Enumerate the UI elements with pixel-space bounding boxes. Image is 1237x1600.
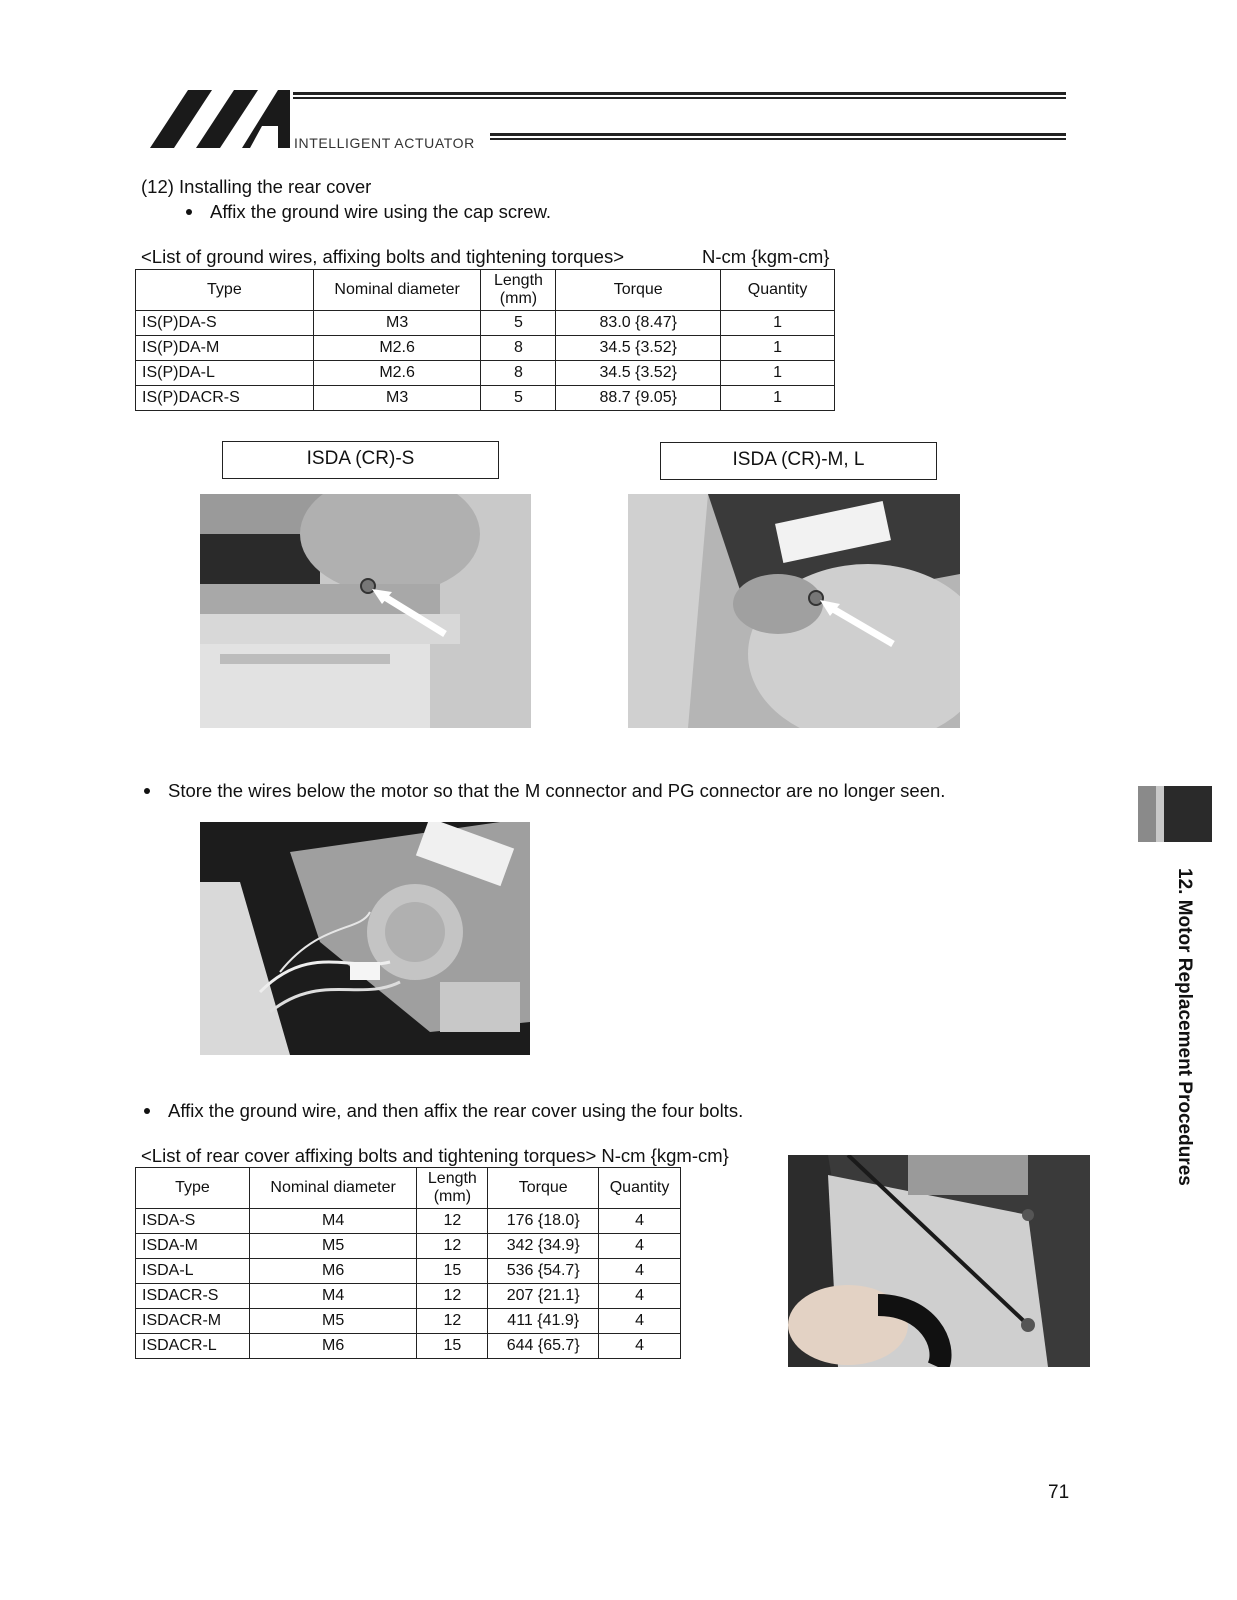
cell-quantity: 1 bbox=[721, 311, 835, 336]
cell-torque: 34.5 {3.52} bbox=[556, 361, 721, 386]
logo-text: INTELLIGENT ACTUATOR bbox=[294, 135, 475, 151]
cell-torque: 176 {18.0} bbox=[488, 1209, 599, 1234]
table-row bbox=[136, 1284, 681, 1309]
cell-type: ISDACR-S bbox=[136, 1284, 250, 1309]
bullet-dot bbox=[144, 1108, 150, 1114]
header-rule-top-2 bbox=[293, 97, 1066, 99]
table-row bbox=[136, 311, 835, 336]
cell-quantity: 4 bbox=[599, 1309, 681, 1334]
table-row bbox=[136, 336, 835, 361]
header-rule-bottom-2 bbox=[490, 138, 1066, 140]
photo-rear-cover-bolts bbox=[788, 1155, 1090, 1367]
cell-diameter: M5 bbox=[249, 1234, 417, 1259]
photo-ground-screw-s bbox=[200, 494, 531, 728]
table-header-row bbox=[136, 270, 835, 311]
page-number: 71 bbox=[1048, 1482, 1070, 1503]
table-row bbox=[136, 361, 835, 386]
cell-torque: 88.7 {9.05} bbox=[556, 386, 721, 411]
rear-cover-bolt-table bbox=[135, 1167, 681, 1359]
cell-type: ISDA-L bbox=[136, 1259, 250, 1284]
cell-length: 12 bbox=[417, 1209, 488, 1234]
cell-length: 12 bbox=[417, 1234, 488, 1259]
cell-type: IS(P)DACR-S bbox=[136, 386, 314, 411]
section-heading: (12) Installing the rear cover bbox=[141, 176, 372, 197]
cell-diameter: M4 bbox=[249, 1209, 417, 1234]
cell-type: ISDACR-M bbox=[136, 1309, 250, 1334]
cell-quantity: 4 bbox=[599, 1334, 681, 1359]
cell-diameter: M6 bbox=[249, 1334, 417, 1359]
photo-ground-screw-m-l bbox=[628, 494, 960, 728]
table-row bbox=[136, 1334, 681, 1359]
header-quantity: Quantity bbox=[599, 1168, 681, 1209]
header-type: Type bbox=[136, 1168, 250, 1209]
cell-length: 5 bbox=[481, 386, 556, 411]
cell-length: 15 bbox=[417, 1334, 488, 1359]
header-rule-bottom-1 bbox=[490, 133, 1066, 136]
label-isda-m-l: ISDA (CR)-M, L bbox=[660, 442, 937, 480]
cell-torque: 342 {34.9} bbox=[488, 1234, 599, 1259]
cell-diameter: M3 bbox=[313, 386, 481, 411]
photo-wires-stored bbox=[200, 822, 530, 1055]
header-torque: Torque bbox=[556, 270, 721, 311]
cell-diameter: M3 bbox=[313, 311, 481, 336]
chapter-title-vertical: 12. Motor Replacement Procedures bbox=[1174, 868, 1195, 1186]
cell-torque: 207 {21.1} bbox=[488, 1284, 599, 1309]
cell-type: ISDA-S bbox=[136, 1209, 250, 1234]
cell-quantity: 1 bbox=[721, 361, 835, 386]
bullet-affix-rear-cover: Affix the ground wire, and then affix the rear cover using the four bolts. bbox=[168, 1100, 744, 1121]
cell-type: ISDACR-L bbox=[136, 1334, 250, 1359]
cell-diameter: M5 bbox=[249, 1309, 417, 1334]
header-rule-top-1 bbox=[293, 92, 1066, 95]
table1-units: N-cm {kgm-cm} bbox=[702, 246, 830, 267]
header-torque: Torque bbox=[488, 1168, 599, 1209]
header-length-line2: (mm) bbox=[499, 290, 538, 307]
cell-length: 12 bbox=[417, 1309, 488, 1334]
cell-length: 15 bbox=[417, 1259, 488, 1284]
table-row bbox=[136, 1209, 681, 1234]
bullet-store-wires: Store the wires below the motor so that the M connector and PG connector are no longer seen. bbox=[168, 780, 946, 801]
header-length bbox=[481, 270, 556, 311]
cell-diameter: M6 bbox=[249, 1259, 417, 1284]
header-length bbox=[417, 1168, 488, 1209]
iai-logo bbox=[150, 88, 292, 150]
cell-quantity: 4 bbox=[599, 1234, 681, 1259]
table1-caption: <List of ground wires, affixing bolts and tightening torques> bbox=[141, 246, 625, 267]
label-isda-s: ISDA (CR)-S bbox=[222, 441, 499, 479]
table-row bbox=[136, 386, 835, 411]
cell-torque: 83.0 {8.47} bbox=[556, 311, 721, 336]
header-type: Type bbox=[136, 270, 314, 311]
table-row bbox=[136, 1234, 681, 1259]
ground-wire-table bbox=[135, 269, 835, 411]
header-nominal-diameter: Nominal diameter bbox=[313, 270, 481, 311]
cell-quantity: 4 bbox=[599, 1259, 681, 1284]
bullet-affix-ground-wire: Affix the ground wire using the cap screw. bbox=[210, 201, 552, 222]
bullet-dot bbox=[186, 209, 192, 215]
cell-type: IS(P)DA-S bbox=[136, 311, 314, 336]
cell-length: 8 bbox=[481, 361, 556, 386]
cell-torque: 536 {54.7} bbox=[488, 1259, 599, 1284]
table-header-row bbox=[136, 1168, 681, 1209]
cell-diameter: M2.6 bbox=[313, 336, 481, 361]
header-length-line1: Length bbox=[493, 272, 543, 289]
cell-type: ISDA-M bbox=[136, 1234, 250, 1259]
cell-torque: 411 {41.9} bbox=[488, 1309, 599, 1334]
cell-length: 5 bbox=[481, 311, 556, 336]
cell-torque: 34.5 {3.52} bbox=[556, 336, 721, 361]
bullet-dot bbox=[144, 788, 150, 794]
cell-diameter: M4 bbox=[249, 1284, 417, 1309]
chapter-tab-marker bbox=[1138, 786, 1212, 842]
header-nominal-diameter: Nominal diameter bbox=[249, 1168, 417, 1209]
cell-quantity: 4 bbox=[599, 1284, 681, 1309]
header-length-line2: (mm) bbox=[433, 1188, 472, 1205]
cell-quantity: 4 bbox=[599, 1209, 681, 1234]
cell-torque: 644 {65.7} bbox=[488, 1334, 599, 1359]
table-row bbox=[136, 1259, 681, 1284]
cell-type: IS(P)DA-M bbox=[136, 336, 314, 361]
header-quantity: Quantity bbox=[721, 270, 835, 311]
cell-type: IS(P)DA-L bbox=[136, 361, 314, 386]
cell-length: 12 bbox=[417, 1284, 488, 1309]
cell-diameter: M2.6 bbox=[313, 361, 481, 386]
cell-quantity: 1 bbox=[721, 386, 835, 411]
table2-caption: <List of rear cover affixing bolts and tightening torques> N-cm {kgm-cm} bbox=[141, 1145, 729, 1166]
cell-quantity: 1 bbox=[721, 336, 835, 361]
cell-length: 8 bbox=[481, 336, 556, 361]
table-row bbox=[136, 1309, 681, 1334]
header-length-line1: Length bbox=[427, 1170, 477, 1187]
